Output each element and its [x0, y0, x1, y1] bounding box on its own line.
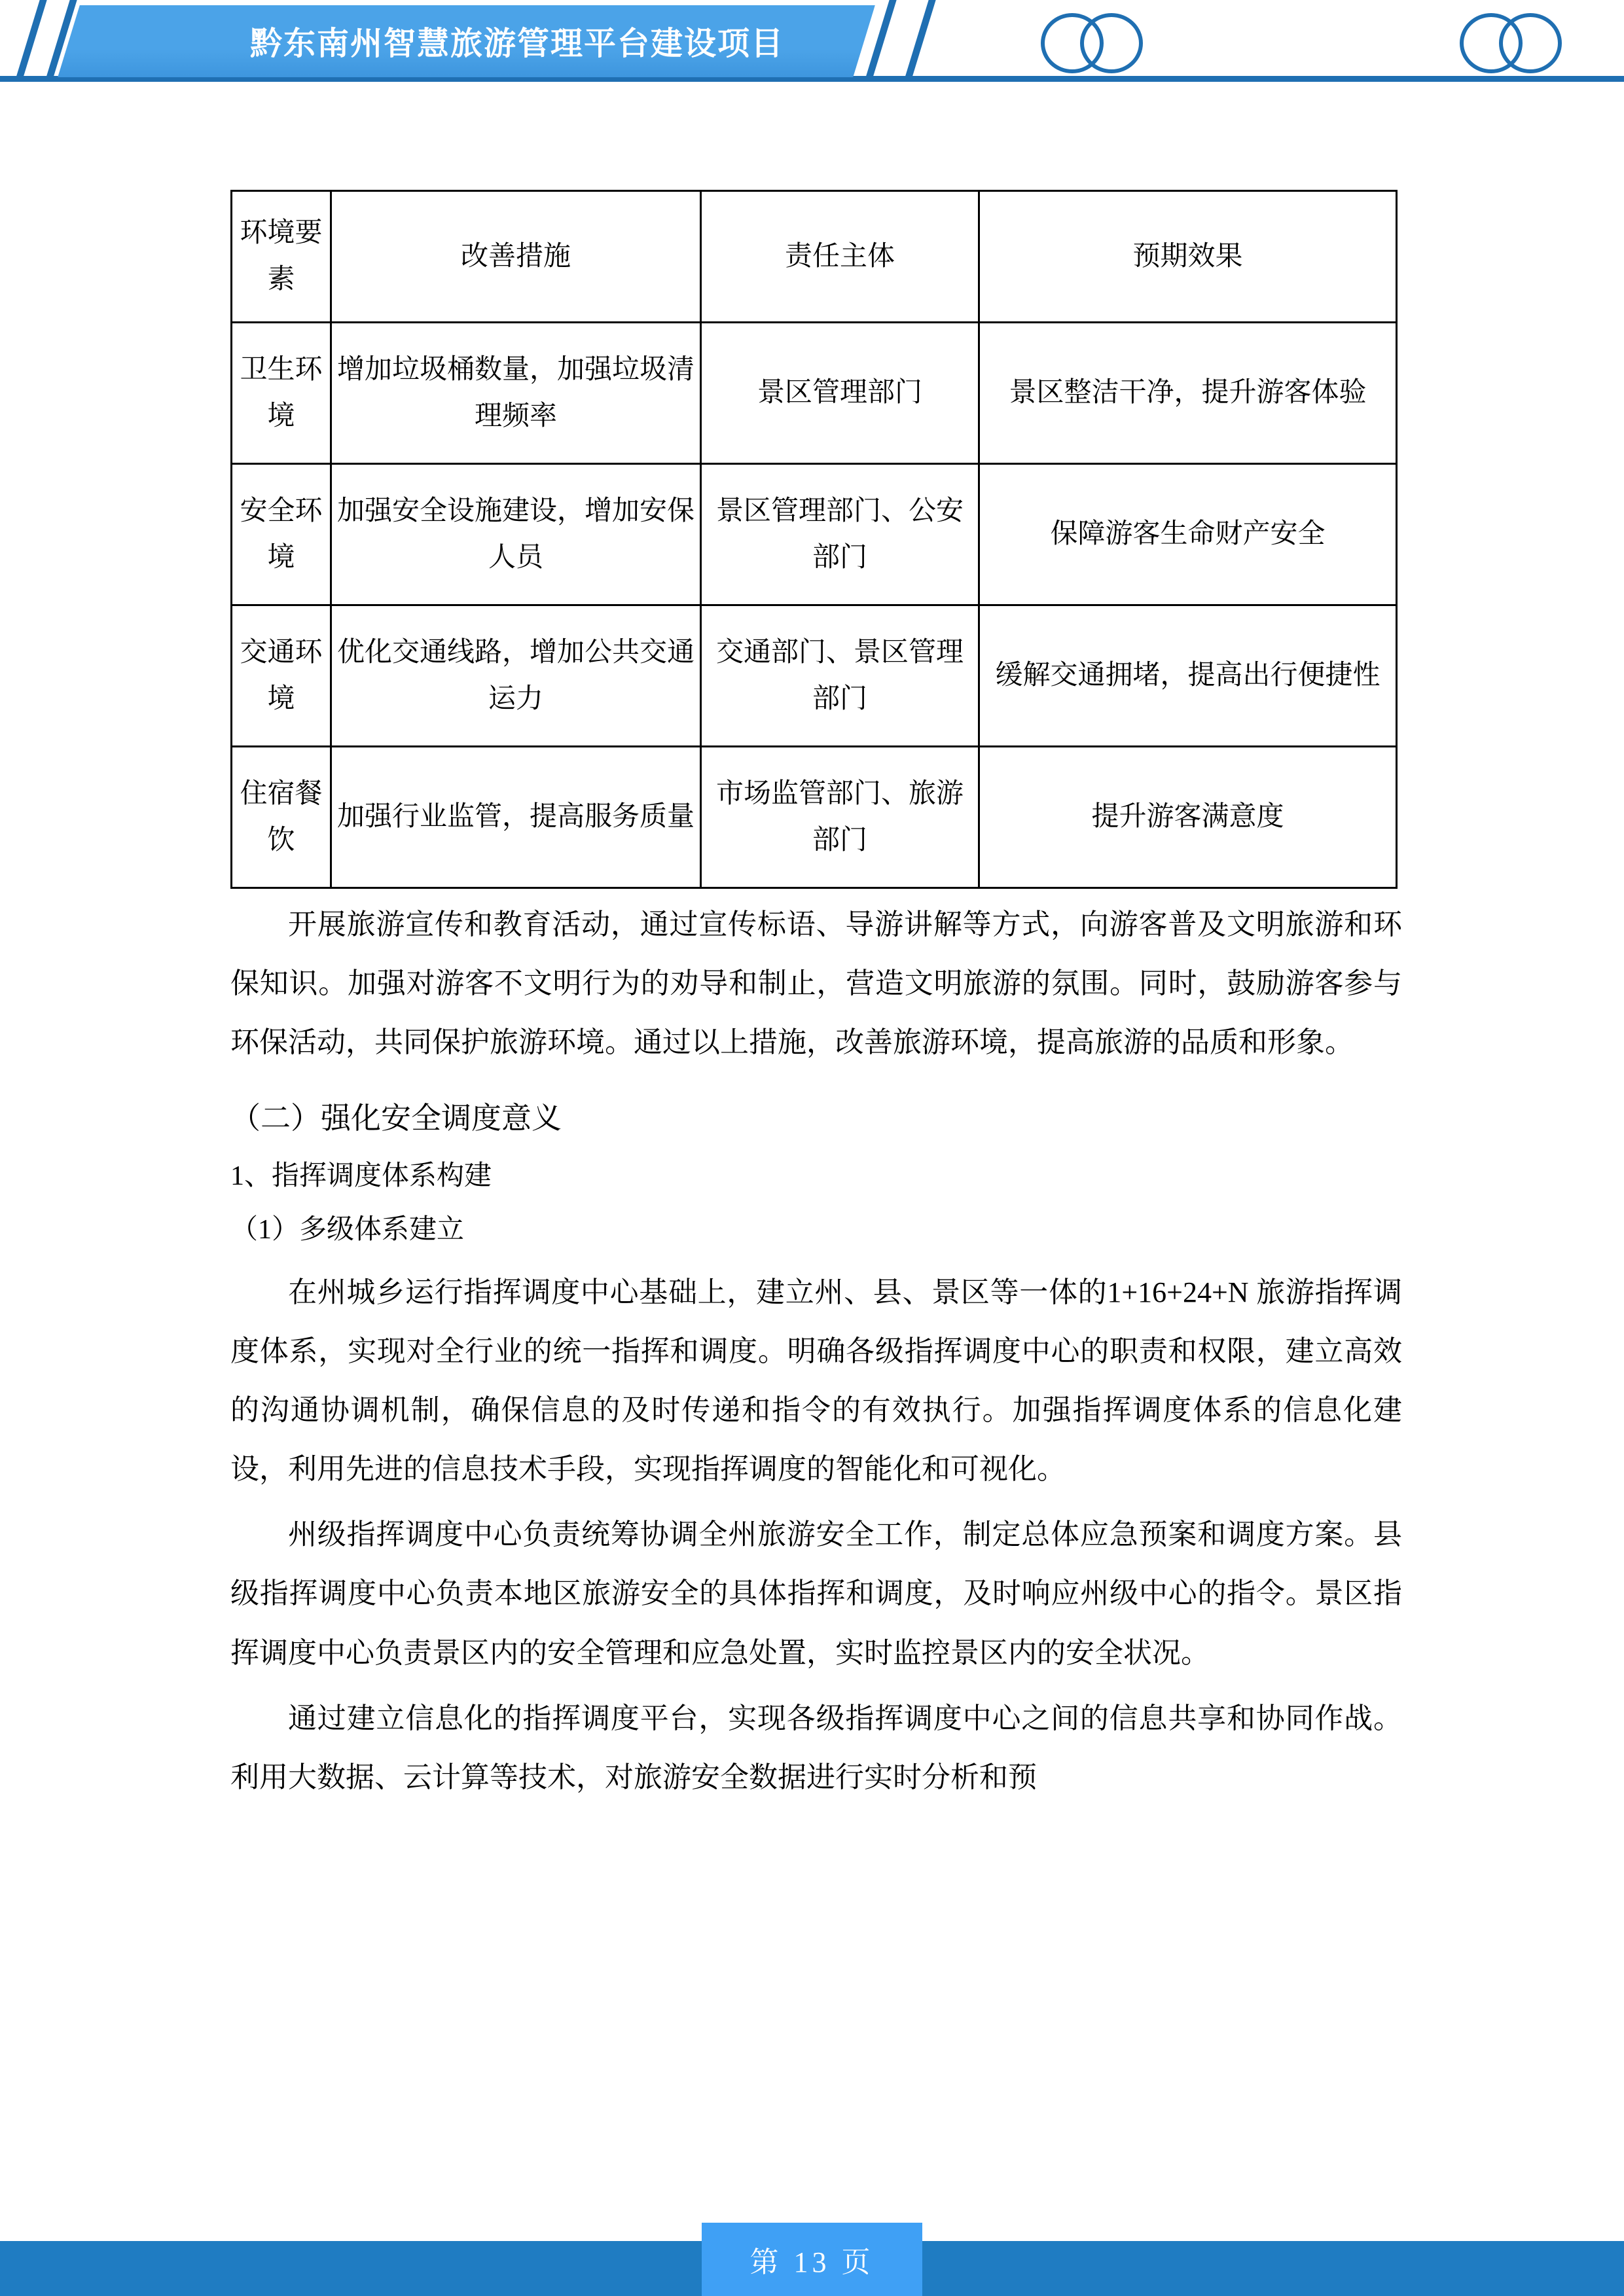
table-col-header-responsible: 责任主体 [701, 191, 979, 323]
page-number-box [702, 2223, 922, 2296]
page-content [230, 190, 1402, 1807]
table-cell-element: 安全环境 [232, 464, 331, 605]
header-rule-right [857, 76, 1624, 82]
paragraph-after-table: 开展旅游宣传和教育活动，通过宣传标语、导游讲解等方式，向游客普及文明旅游和环保知识。加强对游客不文明行为的劝导和制止，营造文明旅游的氛围。同时，鼓励游客参与环保活动，共同保护旅游环境。通过以上措施，改善旅游环境，提高旅游的品质和形象。 [230, 908, 1402, 1059]
table-cell-responsible: 景区管理部门、公安部门 [701, 464, 979, 605]
section-heading: （二）强化安全调度意义 [230, 1101, 562, 1135]
table-cell-effect: 景区整洁干净，提升游客体验 [979, 323, 1397, 464]
overlapping-circles-icon [1460, 13, 1584, 73]
table-header-row [232, 191, 1397, 323]
table-cell-measure: 加强行业监管，提高服务质量 [331, 747, 701, 888]
paragraph-information-platform: 通过建立信息化的指挥调度平台，实现各级指挥调度中心之间的信息共享和协同作战。利用大数据、云计算等技术，对旅游安全数据进行实时分析和预 [230, 1702, 1402, 1794]
page-footer [0, 2215, 1624, 2296]
page-number-label: 第 13 页 [749, 2246, 875, 2278]
table-cell-responsible: 景区管理部门 [701, 323, 979, 464]
table-row [232, 323, 1397, 464]
table-cell-element: 交通环境 [232, 605, 331, 747]
circle-icon [1499, 13, 1562, 73]
table-cell-responsible: 市场监管部门、旅游部门 [701, 747, 979, 888]
table-cell-effect: 缓解交通拥堵，提高出行便捷性 [979, 605, 1397, 747]
diagonal-slash-icon [15, 0, 46, 80]
page-header [0, 0, 1624, 85]
table-cell-element: 卫生环境 [232, 323, 331, 464]
table-row [232, 464, 1397, 605]
subsection-heading-2: （1）多级体系建立 [230, 1214, 465, 1245]
paragraph-center-responsibilities: 州级指挥调度中心负责统筹协调全州旅游安全工作，制定总体应急预案和调度方案。县级指挥调度中心负责本地区旅游安全的具体指挥和调度，及时响应州级中心的指令。景区指挥调度中心负责景区内的安全管理和应急处置，实时监控景区内的安全状况。 [230, 1518, 1402, 1669]
table-row [232, 747, 1397, 888]
table-cell-responsible: 交通部门、景区管理部门 [701, 605, 979, 747]
table-col-header-element: 环境要素 [232, 191, 331, 323]
environment-measures-table [230, 190, 1398, 889]
table-cell-effect: 保障游客生命财产安全 [979, 464, 1397, 605]
circle-icon [1080, 13, 1143, 73]
table-cell-element: 住宿餐饮 [232, 747, 331, 888]
document-title: 黔东南州智慧旅游管理平台建设项目 [249, 26, 784, 62]
table-cell-effect: 提升游客满意度 [979, 747, 1397, 888]
table-col-header-measure: 改善措施 [331, 191, 701, 323]
table-row [232, 605, 1397, 747]
table-col-header-effect: 预期效果 [979, 191, 1397, 323]
table-cell-measure: 加强安全设施建设，增加安保人员 [331, 464, 701, 605]
table-cell-measure: 增加垃圾桶数量，加强垃圾清理频率 [331, 323, 701, 464]
overlapping-circles-icon [1041, 13, 1165, 73]
subsection-heading-1: 1、指挥调度体系构建 [230, 1160, 492, 1191]
diagonal-slash-icon [904, 0, 935, 80]
table-cell-measure: 优化交通线路，增加公共交通运力 [331, 605, 701, 747]
paragraph-multilevel-system: 在州城乡运行指挥调度中心基础上，建立州、县、景区等一体的1+16+24+N 旅游指挥调度体系，实现对全行业的统一指挥和调度。明确各级指挥调度中心的职责和权限，建立高效的沟通协调机制，确保信息的及时传递和指令的有效执行。加强指挥调度体系的信息化建设，利用先进的信息技术手段，实现指挥调度的智能化和可视化。 [230, 1276, 1402, 1486]
